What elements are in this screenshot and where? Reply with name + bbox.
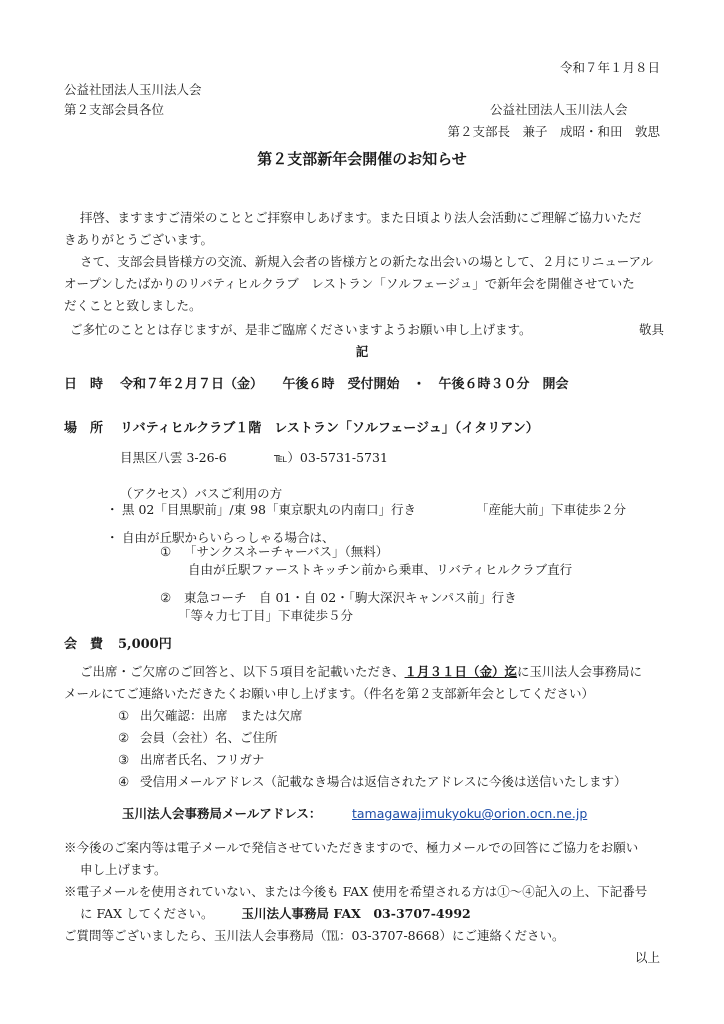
note-2-fax-intro: に FAX してください。 [80, 906, 214, 921]
option2-line-2: 「等々力七丁目」下車徒歩５分 [178, 608, 354, 623]
reply-item-4-number: ④ [118, 774, 130, 789]
reply-line-2: メールにてご連絡いただきたくお願い申し上げます。（件名を第２支部新年会としてください） [64, 686, 595, 701]
reply-line-1-pre: ご出席・ご欠席のご回答と、以下５項目を記載いただき、 [80, 664, 405, 679]
note-1-line-2: 申し上げます。 [80, 862, 167, 877]
note-2-line-2 [80, 908, 471, 921]
access-heading: （アクセス）バスご利用の方 [120, 486, 283, 501]
end-ijou: 以上 [634, 950, 660, 965]
sender-org: 公益社団法人玉川法人会 [490, 102, 628, 117]
venue-label: 場 所 [64, 421, 104, 436]
greeting-line-2: きありがとうございます。 [64, 232, 214, 247]
ki-heading: 記 [355, 344, 369, 359]
note-1-line-1: ※今後のご案内等は電子メールで発信させていただきますので、極力メールでの回答にご協力をお願い [64, 840, 639, 855]
reply-item-3: 出席者氏名、フリガナ [140, 752, 265, 767]
email-label: 玉川法人会事務局メールアドレス： [122, 806, 322, 821]
reply-item-3-number: ③ [118, 752, 130, 767]
purpose-line-3: だくことと致しました。 [64, 298, 202, 313]
bus1-bullet: ・ [106, 502, 119, 517]
reply-item-1-number: ① [118, 708, 130, 723]
inquiry-line: ご質問等ございましたら、玉川法人会事務局（℡：03-3707-8668）にご連絡ください。 [64, 928, 565, 943]
venue-value: リバティヒルクラブ１階 レストラン「ソルフェージュ」（イタリアン） [120, 421, 539, 436]
recipient-members: 第２支部会員各位 [64, 102, 165, 117]
request-line: ご多忙のこととは存じますが、是非ご臨席くださいますようお願い申し上げます。 [70, 322, 532, 337]
fax-number: 玉川法人事務局 FAX 03-3707-4992 [241, 906, 471, 921]
reply-line-1 [80, 666, 642, 679]
recipient-org: 公益社団法人玉川法人会 [64, 82, 202, 97]
option1-line-2: 自由が丘駅ファーストキッチン前から乗車、リバティヒルクラブ直行 [188, 562, 573, 577]
reply-item-2-number: ② [118, 730, 130, 745]
jiyugaoka-heading: 自由が丘駅からいらっしゃる場合は、 [122, 530, 335, 545]
purpose-line-2: オープンしたばかりのリバティヒルクラブ レストラン「ソルフェージュ」で新年会を開催させていた [64, 276, 635, 291]
reply-deadline: １月３１日（金）迄 [404, 664, 518, 679]
reply-item-1: 出欠確認：出席 または欠席 [140, 708, 303, 723]
bus1-route: 黒 02「目黒駅前」/東 98「東京駅丸の内南口」行き [122, 502, 416, 517]
option1-line-1: 「サンクスネーチャーバス」（無料） [184, 544, 389, 559]
page-title: 第２支部新年会開催のお知らせ [257, 150, 467, 168]
reply-item-4: 受信用メールアドレス（記載なき場合は返信されたアドレスに今後は送信いたします） [140, 774, 627, 789]
purpose-line-1: さて、支部会員皆様方の交流、新規入会者の皆様方との新たな出会いの場として、２月にリニューアル [80, 254, 654, 269]
datetime-value: 令和７年２月７日（金） 午後６時 受付開始 ・ 午後６時３０分 開会 [120, 377, 569, 392]
option2-line-1: 東急コーチ 自 01・自 02・「駒大深沢キャンパス前」行き [184, 590, 517, 605]
reply-line-1-post: に玉川法人会事務局に [517, 664, 643, 679]
datetime-label: 日 時 [64, 377, 104, 392]
venue-tel: ℡）03-5731-5731 [274, 450, 388, 465]
option2-number: ② [160, 590, 172, 605]
bus1-stop: 「産能大前」下車徒歩２分 [476, 502, 627, 517]
reply-item-2: 会員（会社）名、ご住所 [140, 730, 278, 745]
note-2-line-1: ※電子メールを使用されていない、または今後も FAX 使用を希望される方は①～④記入の上、下記番号 [64, 884, 648, 899]
fee-label: 会 費 [64, 637, 104, 652]
closing-keigu: 敬具 [638, 322, 664, 337]
document-date: 令和７年１月８日 [559, 60, 660, 75]
greeting-line-1: 拝啓、ますますご清栄のこととご拝察申しあげます。また日頃より法人会活動にご理解ご協力いただ [80, 210, 642, 225]
sender-names: 第２支部長 兼子 成昭・和田 敦思 [447, 124, 660, 139]
venue-address: 目黒区八雲 3-26-6 [120, 450, 227, 465]
jiyugaoka-bullet: ・ [106, 530, 119, 545]
fee-value: 5,000円 [118, 637, 172, 652]
option1-number: ① [160, 544, 172, 559]
email-link[interactable]: tamagawajimukyoku@orion.ocn.ne.jp [352, 806, 588, 821]
